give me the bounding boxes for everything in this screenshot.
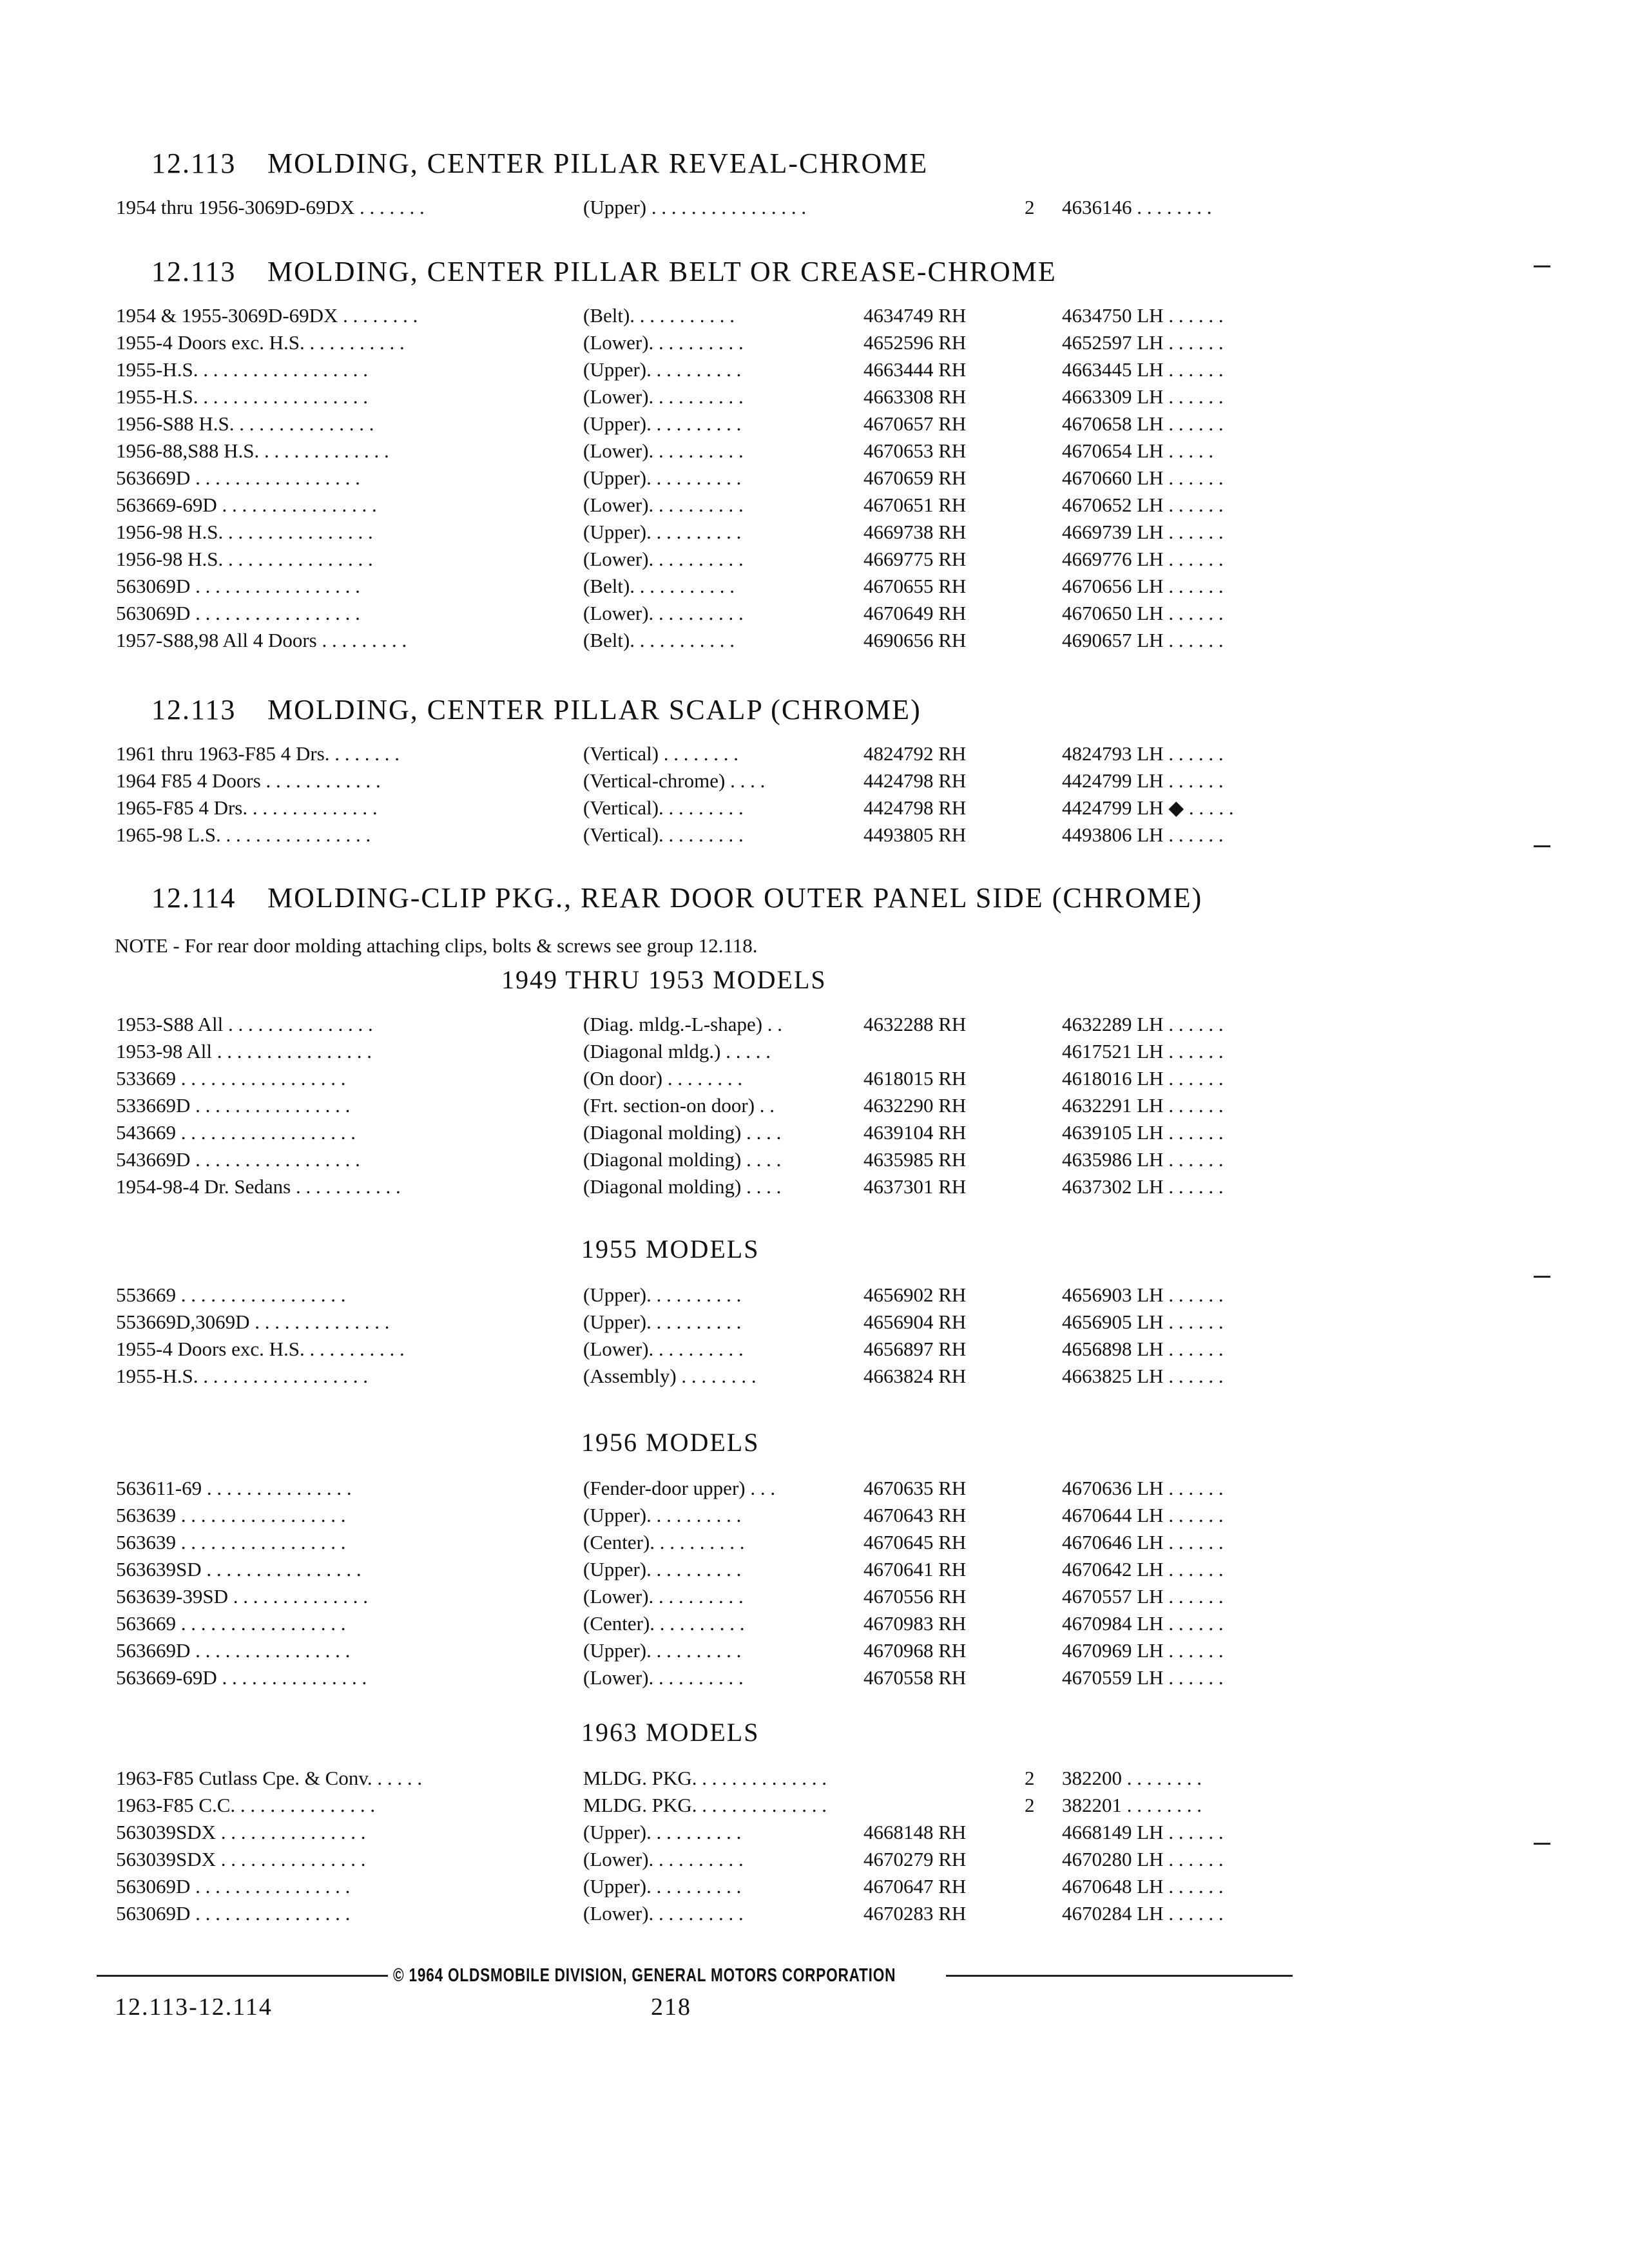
- part-row: [0, 1584, 1629, 1610]
- part-row: [0, 1120, 1629, 1146]
- part-row: [0, 1530, 1629, 1555]
- lh-part-number: 4690657 LH . . . . . .: [1062, 629, 1224, 651]
- part-row: [0, 601, 1629, 626]
- lh-part-number: 4670280 LH . . . . . .: [1062, 1848, 1224, 1870]
- lh-part-number: 4637302 LH . . . . . .: [1062, 1175, 1224, 1198]
- part-row: [0, 1282, 1629, 1308]
- part-row: [0, 411, 1629, 437]
- model-cell: 1957-S88,98 All 4 Doors . . . . . . . . .: [116, 629, 407, 651]
- part-row: [0, 1611, 1629, 1637]
- section-heading-scalp: [151, 693, 921, 726]
- model-cell: 1963-F85 Cutlass Cpe. & Conv. . . . . .: [116, 1767, 423, 1789]
- description-cell: (Lower). . . . . . . . . .: [583, 1666, 744, 1689]
- model-cell: 1954 thru 1956-3069D-69DX . . . . . . .: [116, 196, 425, 218]
- description-cell: (Lower). . . . . . . . . .: [583, 602, 744, 624]
- model-cell: 563669-69D . . . . . . . . . . . . . . .: [116, 1666, 367, 1689]
- lh-part-number: 4670656 LH . . . . . .: [1062, 575, 1224, 597]
- rh-part-number: 4663308 RH: [863, 385, 967, 408]
- page-number: 218: [651, 1994, 691, 2021]
- rh-part-number: 4690656 RH: [863, 629, 967, 651]
- rh-part-number: 4669775 RH: [863, 548, 967, 570]
- section-title: MOLDING-CLIP PKG., REAR DOOR OUTER PANEL SIDE (CHROME): [267, 882, 1203, 914]
- rh-part-number: 4663444 RH: [863, 358, 967, 381]
- description-cell: (Upper). . . . . . . . . .: [583, 412, 742, 435]
- subheading-1955: 1955 MODELS: [581, 1235, 760, 1264]
- rh-part-number: 4635985 RH: [863, 1148, 967, 1171]
- description-cell: (Diag. mldg.-L-shape) . .: [583, 1013, 783, 1035]
- lh-part-number: 4493806 LH . . . . . .: [1062, 823, 1224, 846]
- model-cell: 553669 . . . . . . . . . . . . . . . . .: [116, 1283, 346, 1306]
- part-row: [0, 303, 1629, 329]
- lh-part-number: 4670559 LH . . . . . .: [1062, 1666, 1224, 1689]
- note-text: NOTE - For rear door molding attaching clips, bolts & screws see group 12.118.: [115, 934, 758, 957]
- rh-part-number: 4652596 RH: [863, 331, 967, 354]
- footer-rule-right: [946, 1975, 1293, 1977]
- description-cell: (Center). . . . . . . . . .: [583, 1531, 745, 1553]
- lh-part-number: 4670636 LH . . . . . .: [1062, 1477, 1224, 1499]
- rh-part-number: 4424798 RH: [863, 769, 967, 792]
- part-row: [0, 330, 1629, 356]
- description-cell: (Lower). . . . . . . . . .: [583, 385, 744, 408]
- part-row: [0, 1901, 1629, 1927]
- lh-part-number: 4670654 LH . . . . .: [1062, 439, 1214, 462]
- model-cell: 1956-98 H.S. . . . . . . . . . . . . . . .: [116, 521, 373, 543]
- part-row: [0, 1336, 1629, 1362]
- lh-part-number: 4824793 LH . . . . . .: [1062, 742, 1224, 765]
- section-heading-belt: [151, 255, 1057, 288]
- rh-part-number: 4670641 RH: [863, 1558, 967, 1581]
- margin-tick: [1534, 1843, 1550, 1845]
- part-row: [0, 1638, 1629, 1664]
- rh-part-number: 4663824 RH: [863, 1365, 967, 1387]
- lh-part-number: 4670984 LH . . . . . .: [1062, 1612, 1224, 1635]
- description-cell: (Diagonal molding) . . . .: [583, 1175, 782, 1198]
- lh-part-number: 4670660 LH . . . . . .: [1062, 466, 1224, 489]
- lh-part-number: 4656905 LH . . . . . .: [1062, 1311, 1224, 1333]
- lh-part-number: 4670658 LH . . . . . .: [1062, 412, 1224, 435]
- lh-part-number: 4663309 LH . . . . . .: [1062, 385, 1224, 408]
- description-cell: (Lower). . . . . . . . . .: [583, 439, 744, 462]
- lh-part-number: 4424799 LH . . . . . .: [1062, 769, 1224, 792]
- rh-part-number: 4670659 RH: [863, 466, 967, 489]
- lh-part-number: 4656903 LH . . . . . .: [1062, 1283, 1224, 1306]
- description-cell: (Lower). . . . . . . . . .: [583, 1902, 744, 1925]
- rh-part-number: 4670643 RH: [863, 1504, 967, 1526]
- rh-part-number: 4424798 RH: [863, 796, 967, 819]
- rh-part-number: 4639104 RH: [863, 1121, 967, 1144]
- lh-part-number: 382201 . . . . . . . .: [1062, 1794, 1202, 1816]
- description-cell: (Vertical). . . . . . . . .: [583, 823, 744, 846]
- rh-part-number: 4656904 RH: [863, 1311, 967, 1333]
- rh-part-number: 4670653 RH: [863, 439, 967, 462]
- description-cell: (Upper). . . . . . . . . .: [583, 1875, 742, 1898]
- rh-part-number: 4670635 RH: [863, 1477, 967, 1499]
- lh-part-number: 4636146 . . . . . . . .: [1062, 196, 1212, 218]
- description-cell: (Upper). . . . . . . . . .: [583, 1504, 742, 1526]
- lh-part-number: 4669739 LH . . . . . .: [1062, 521, 1224, 543]
- description-cell: (Frt. section-on door) . .: [583, 1094, 775, 1117]
- model-cell: 563069D . . . . . . . . . . . . . . . . .: [116, 602, 360, 624]
- subheading-1956: 1956 MODELS: [581, 1428, 760, 1457]
- description-cell: (Assembly) . . . . . . . .: [583, 1365, 757, 1387]
- rh-part-number: 4670655 RH: [863, 575, 967, 597]
- part-row: [0, 1820, 1629, 1845]
- model-cell: 563669-69D . . . . . . . . . . . . . . . .: [116, 494, 377, 516]
- description-cell: (Upper). . . . . . . . . .: [583, 1639, 742, 1662]
- lh-part-number: 4670284 LH . . . . . .: [1062, 1902, 1224, 1925]
- model-cell: 1955-H.S. . . . . . . . . . . . . . . . . .: [116, 1365, 368, 1387]
- model-cell: 563639 . . . . . . . . . . . . . . . . .: [116, 1531, 346, 1553]
- part-row: [0, 1475, 1629, 1501]
- description-cell: (Upper). . . . . . . . . .: [583, 1558, 742, 1581]
- section-number: 12.114: [151, 882, 236, 914]
- model-cell: 1961 thru 1963-F85 4 Drs. . . . . . . .: [116, 742, 400, 765]
- copyright-notice: © 1964 OLDSMOBILE DIVISION, GENERAL MOTORS CORPORATION: [393, 1965, 896, 1986]
- model-cell: 543669 . . . . . . . . . . . . . . . . . .: [116, 1121, 356, 1144]
- model-cell: 1965-98 L.S. . . . . . . . . . . . . . . .: [116, 823, 371, 846]
- description-cell: (Center). . . . . . . . . .: [583, 1612, 745, 1635]
- lh-part-number: 4670644 LH . . . . . .: [1062, 1504, 1224, 1526]
- model-cell: 563069D . . . . . . . . . . . . . . . .: [116, 1875, 351, 1898]
- model-cell: 563039SDX . . . . . . . . . . . . . . .: [116, 1821, 366, 1843]
- rh-part-number: 4493805 RH: [863, 823, 967, 846]
- rh-part-number: 4670556 RH: [863, 1585, 967, 1608]
- rh-part-number: 4656902 RH: [863, 1283, 967, 1306]
- model-cell: 563669 . . . . . . . . . . . . . . . . .: [116, 1612, 346, 1635]
- model-cell: 563639-39SD . . . . . . . . . . . . . .: [116, 1585, 368, 1608]
- rh-part-number: 4670283 RH: [863, 1902, 967, 1925]
- description-cell: (Belt). . . . . . . . . . .: [583, 629, 735, 651]
- description-cell: (Lower). . . . . . . . . .: [583, 548, 744, 570]
- model-cell: 1954 & 1955-3069D-69DX . . . . . . . .: [116, 304, 418, 327]
- model-cell: 563069D . . . . . . . . . . . . . . . .: [116, 1902, 351, 1925]
- rh-part-number: 4670558 RH: [863, 1666, 967, 1689]
- part-row: [0, 438, 1629, 464]
- rh-part-number: 4634749 RH: [863, 304, 967, 327]
- part-row: [0, 1309, 1629, 1335]
- part-row: [0, 465, 1629, 491]
- description-cell: (Belt). . . . . . . . . . .: [583, 304, 735, 327]
- quantity-cell: 2: [1025, 1767, 1035, 1789]
- part-row: [0, 1874, 1629, 1899]
- part-row: [0, 1147, 1629, 1173]
- model-cell: 533669D . . . . . . . . . . . . . . . .: [116, 1094, 351, 1117]
- lh-part-number: 4635986 LH . . . . . .: [1062, 1148, 1224, 1171]
- description-cell: (Vertical-chrome) . . . .: [583, 769, 766, 792]
- margin-tick: [1534, 845, 1550, 847]
- lh-part-number: 4670648 LH . . . . . .: [1062, 1875, 1224, 1898]
- description-cell: (Upper) . . . . . . . . . . . . . . . .: [583, 196, 807, 218]
- lh-part-number: 4669776 LH . . . . . .: [1062, 548, 1224, 570]
- lh-part-number: 4663445 LH . . . . . .: [1062, 358, 1224, 381]
- lh-part-number: 4668149 LH . . . . . .: [1062, 1821, 1224, 1843]
- section-number: 12.113: [151, 148, 236, 179]
- model-cell: 563639 . . . . . . . . . . . . . . . . .: [116, 1504, 346, 1526]
- description-cell: (Lower). . . . . . . . . .: [583, 1585, 744, 1608]
- part-row: [0, 1012, 1629, 1037]
- part-row: [0, 546, 1629, 572]
- description-cell: (Upper). . . . . . . . . .: [583, 1821, 742, 1843]
- part-row: [0, 795, 1629, 821]
- rh-part-number: 4670983 RH: [863, 1612, 967, 1635]
- lh-part-number: 4670969 LH . . . . . .: [1062, 1639, 1224, 1662]
- part-row: [0, 384, 1629, 410]
- lh-part-number: 4670646 LH . . . . . .: [1062, 1531, 1224, 1553]
- rh-part-number: 4618015 RH: [863, 1067, 967, 1090]
- rh-part-number: 4632288 RH: [863, 1013, 967, 1035]
- part-row: [0, 741, 1629, 767]
- lh-part-number: 4634750 LH . . . . . .: [1062, 304, 1224, 327]
- subheading-1963: 1963 MODELS: [581, 1718, 760, 1747]
- part-row: [0, 1363, 1629, 1389]
- part-row: [0, 1039, 1629, 1064]
- description-cell: (Upper). . . . . . . . . .: [583, 358, 742, 381]
- description-cell: (Lower). . . . . . . . . .: [583, 1848, 744, 1870]
- description-cell: (Lower). . . . . . . . . .: [583, 494, 744, 516]
- model-cell: 1965-F85 4 Drs. . . . . . . . . . . . . .: [116, 796, 378, 819]
- part-row: [0, 1066, 1629, 1091]
- part-row: [0, 1765, 1629, 1791]
- model-cell: 563611-69 . . . . . . . . . . . . . . .: [116, 1477, 352, 1499]
- description-cell: (Belt). . . . . . . . . . .: [583, 575, 735, 597]
- description-cell: (On door) . . . . . . . .: [583, 1067, 743, 1090]
- rh-part-number: 4824792 RH: [863, 742, 967, 765]
- rh-part-number: 4668148 RH: [863, 1821, 967, 1843]
- section-title: MOLDING, CENTER PILLAR REVEAL-CHROME: [267, 148, 929, 179]
- rh-part-number: 4670651 RH: [863, 494, 967, 516]
- lh-part-number: 4424799 LH ◆ . . . . .: [1062, 796, 1234, 819]
- model-cell: 563669D . . . . . . . . . . . . . . . . .: [116, 466, 360, 489]
- quantity-cell: 2: [1025, 1794, 1035, 1816]
- lh-part-number: 4652597 LH . . . . . .: [1062, 331, 1224, 354]
- lh-part-number: 4663825 LH . . . . . .: [1062, 1365, 1224, 1387]
- lh-part-number: 382200 . . . . . . . .: [1062, 1767, 1202, 1789]
- model-cell: 1955-4 Doors exc. H.S. . . . . . . . . . .: [116, 1338, 405, 1360]
- model-cell: 1956-88,S88 H.S. . . . . . . . . . . . . .: [116, 439, 389, 462]
- model-cell: 543669D . . . . . . . . . . . . . . . . .: [116, 1148, 360, 1171]
- section-title: MOLDING, CENTER PILLAR SCALP (CHROME): [267, 694, 921, 726]
- description-cell: (Upper). . . . . . . . . .: [583, 1283, 742, 1306]
- description-cell: (Fender-door upper) . . .: [583, 1477, 776, 1499]
- model-cell: 1953-S88 All . . . . . . . . . . . . . . .: [116, 1013, 373, 1035]
- model-cell: 1955-4 Doors exc. H.S. . . . . . . . . . .: [116, 331, 405, 354]
- part-row: [0, 1847, 1629, 1872]
- part-row: [0, 1174, 1629, 1200]
- part-row: [0, 1665, 1629, 1691]
- description-cell: (Vertical). . . . . . . . .: [583, 796, 744, 819]
- rh-part-number: 4670645 RH: [863, 1531, 967, 1553]
- lh-part-number: 4670557 LH . . . . . .: [1062, 1585, 1224, 1608]
- model-cell: 1955-H.S. . . . . . . . . . . . . . . . . .: [116, 385, 368, 408]
- margin-tick: [1534, 1276, 1550, 1278]
- model-cell: 533669 . . . . . . . . . . . . . . . . .: [116, 1067, 346, 1090]
- part-row: [0, 519, 1629, 545]
- model-cell: 563039SDX . . . . . . . . . . . . . . .: [116, 1848, 366, 1870]
- rh-part-number: 4669738 RH: [863, 521, 967, 543]
- section-number: 12.113: [151, 256, 236, 287]
- section-heading-reveal: [151, 147, 928, 180]
- section-heading-rear-door: [151, 881, 1202, 914]
- description-cell: (Upper). . . . . . . . . .: [583, 1311, 742, 1333]
- description-cell: (Vertical) . . . . . . . .: [583, 742, 739, 765]
- footer-rule-left: [97, 1975, 388, 1977]
- model-cell: 1953-98 All . . . . . . . . . . . . . . . .: [116, 1040, 372, 1062]
- description-cell: (Lower). . . . . . . . . .: [583, 1338, 744, 1360]
- part-row: [0, 628, 1629, 653]
- part-row: [0, 822, 1629, 848]
- rh-part-number: 4670649 RH: [863, 602, 967, 624]
- section-reference: 12.113-12.114: [115, 1994, 273, 2021]
- description-cell: (Lower). . . . . . . . . .: [583, 331, 744, 354]
- model-cell: 563069D . . . . . . . . . . . . . . . . .: [116, 575, 360, 597]
- model-cell: 1963-F85 C.C. . . . . . . . . . . . . . .: [116, 1794, 376, 1816]
- lh-part-number: 4670650 LH . . . . . .: [1062, 602, 1224, 624]
- part-row: [0, 573, 1629, 599]
- lh-part-number: 4632291 LH . . . . . .: [1062, 1094, 1224, 1117]
- lh-part-number: 4632289 LH . . . . . .: [1062, 1013, 1224, 1035]
- model-cell: 1964 F85 4 Doors . . . . . . . . . . . .: [116, 769, 381, 792]
- rh-part-number: 4670657 RH: [863, 412, 967, 435]
- part-row: [0, 492, 1629, 518]
- part-row: [0, 1503, 1629, 1528]
- section-title: MOLDING, CENTER PILLAR BELT OR CREASE-CHROME: [267, 256, 1057, 287]
- description-cell: (Upper). . . . . . . . . .: [583, 521, 742, 543]
- model-cell: 1955-H.S. . . . . . . . . . . . . . . . . .: [116, 358, 368, 381]
- lh-part-number: 4656898 LH . . . . . .: [1062, 1338, 1224, 1360]
- model-cell: 563669D . . . . . . . . . . . . . . . .: [116, 1639, 351, 1662]
- description-cell: (Diagonal molding) . . . .: [583, 1121, 782, 1144]
- model-cell: 1954-98-4 Dr. Sedans . . . . . . . . . . .: [116, 1175, 401, 1198]
- rh-part-number: 4656897 RH: [863, 1338, 967, 1360]
- rh-part-number: 4670279 RH: [863, 1848, 967, 1870]
- part-row: [0, 1557, 1629, 1582]
- part-row: [0, 1093, 1629, 1119]
- lh-part-number: 4618016 LH . . . . . .: [1062, 1067, 1224, 1090]
- rh-part-number: 4632290 RH: [863, 1094, 967, 1117]
- quantity-cell: 2: [1025, 196, 1035, 218]
- margin-tick: [1534, 265, 1550, 267]
- description-cell: MLDG. PKG. . . . . . . . . . . . . .: [583, 1767, 827, 1789]
- rh-part-number: 4670968 RH: [863, 1639, 967, 1662]
- part-row: [0, 195, 1629, 220]
- description-cell: (Upper). . . . . . . . . .: [583, 466, 742, 489]
- model-cell: 1956-98 H.S. . . . . . . . . . . . . . . .: [116, 548, 373, 570]
- rh-part-number: 4637301 RH: [863, 1175, 967, 1198]
- rh-part-number: 4670647 RH: [863, 1875, 967, 1898]
- lh-part-number: 4617521 LH . . . . . .: [1062, 1040, 1224, 1062]
- description-cell: (Diagonal mldg.) . . . . .: [583, 1040, 771, 1062]
- lh-part-number: 4670642 LH . . . . . .: [1062, 1558, 1224, 1581]
- section-number: 12.113: [151, 694, 236, 726]
- description-cell: MLDG. PKG. . . . . . . . . . . . . .: [583, 1794, 827, 1816]
- model-cell: 553669D,3069D . . . . . . . . . . . . . .: [116, 1311, 390, 1333]
- model-cell: 563639SD . . . . . . . . . . . . . . . .: [116, 1558, 361, 1581]
- part-row: [0, 357, 1629, 383]
- lh-part-number: 4639105 LH . . . . . .: [1062, 1121, 1224, 1144]
- model-cell: 1956-S88 H.S. . . . . . . . . . . . . . .: [116, 412, 374, 435]
- part-row: [0, 1792, 1629, 1818]
- part-row: [0, 768, 1629, 794]
- description-cell: (Diagonal molding) . . . .: [583, 1148, 782, 1171]
- lh-part-number: 4670652 LH . . . . . .: [1062, 494, 1224, 516]
- subheading-1949-1953: 1949 THRU 1953 MODELS: [501, 965, 827, 994]
